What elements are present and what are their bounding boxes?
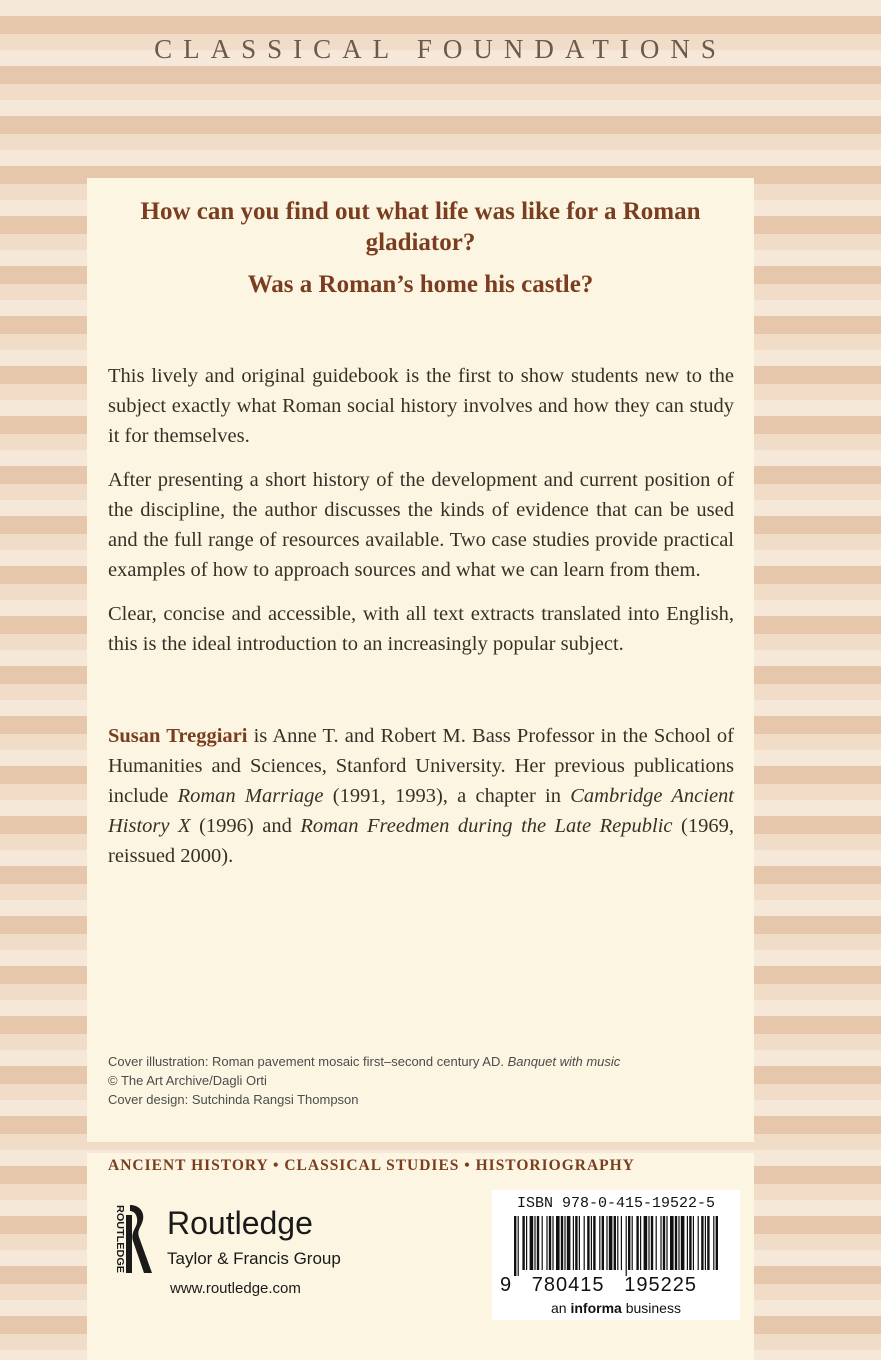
paragraph-content: After presenting a short history of the development and current position of the discipline, the author discusses the kinds of evidence that can be used and the full range of resources available. Two case studies provide practical examples of how to approach sources and what we can learn from them. — [108, 469, 734, 581]
publisher-group: Taylor & Francis Group — [167, 1249, 341, 1268]
routledge-logo-text: ROUTLEDGE — [114, 1205, 125, 1268]
author-bio-text-1: is Anne T. and Robert M. Bass Professor in the School of Humanities and Sciences, Stanford University. Her previous publications include — [108, 725, 735, 807]
tagline-post: business — [621, 1300, 681, 1316]
isbn-label: ISBN 978-0-415-19522-5 — [516, 1195, 716, 1212]
author-work-1: Roman Marriage — [177, 785, 324, 807]
informa-tagline — [492, 1300, 740, 1316]
author-bio — [108, 721, 734, 871]
author-bio-text-4: (1969, reissued 2000). — [108, 815, 734, 867]
paragraph-intro: This lively and original guidebook is the first to show students new to the subject exactly what Roman social history involves and how they can study it for themselves. — [108, 365, 734, 447]
credit-illustration-title: Banquet with music — [507, 1054, 621, 1069]
credit-copyright: © The Art Archive/Dagli Orti — [108, 1073, 267, 1088]
credit-illustration-text: Cover illustration: Roman pavement mosaic first–second century AD. — [108, 1054, 508, 1069]
series-title: CLASSICAL FOUNDATIONS — [154, 34, 727, 64]
barcode-box — [492, 1190, 740, 1320]
author-name: Susan Treggiari — [108, 725, 248, 747]
publisher-url[interactable]: www.routledge.com — [170, 1280, 301, 1297]
subject-categories: ANCIENT HISTORY • CLASSICAL STUDIES • HISTORIOGRAPHY — [108, 1157, 635, 1174]
publisher-name: Routledge — [167, 1205, 313, 1241]
author-bio-text-2: (1991, 1993), a chapter in — [323, 785, 571, 807]
barcode-digits: 9 780415 195225 — [500, 1274, 697, 1296]
tagline-pre: an — [551, 1300, 571, 1316]
cover-credits — [108, 1052, 734, 1109]
blurb-panel — [87, 178, 754, 1142]
author-bio-text-3: (1996) and — [190, 815, 301, 837]
barcode-icon — [514, 1216, 720, 1276]
tagline-bold: informa — [570, 1300, 622, 1316]
question-home: Was a Roman’s home his castle? — [247, 271, 594, 298]
author-work-2: Cambridge Ancient History X — [108, 785, 734, 837]
routledge-logo-icon — [106, 1201, 156, 1277]
question-gladiator: How can you find out what life was like for a Roman gladiator? — [140, 198, 701, 256]
blurb-body — [108, 361, 734, 885]
credit-illustration — [108, 1052, 734, 1071]
author-work-3: Roman Freedmen during the Late Republic — [300, 815, 673, 837]
paragraph-summary: Clear, concise and accessible, with all text extracts translated into English, this is the ideal introduction to an increasingly popular subject. — [108, 603, 734, 655]
credit-design: Cover design: Sutchinda Rangsi Thompson — [108, 1092, 359, 1107]
